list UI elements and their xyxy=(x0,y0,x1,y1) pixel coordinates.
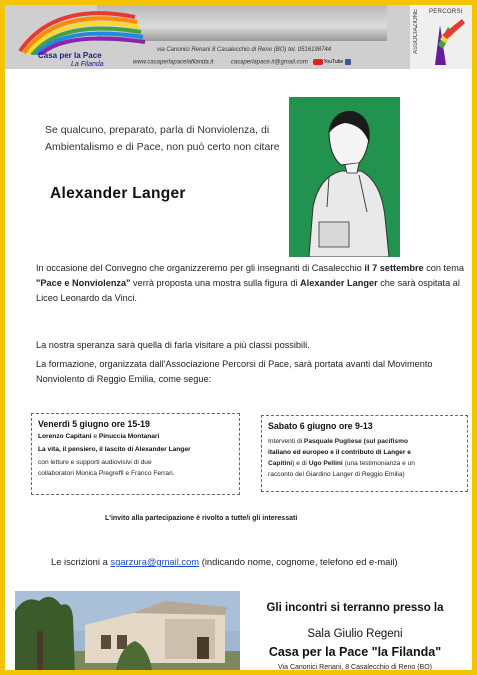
rainbow-logo-icon xyxy=(15,7,165,55)
saturday-text-2: (sul pacifismo xyxy=(361,438,408,445)
saturday-text-4: (una testimonianza e un xyxy=(342,460,415,467)
assoc-name: PERCORSI xyxy=(429,9,463,15)
youtube-label: YouTube xyxy=(323,59,344,65)
header-banner xyxy=(5,5,472,69)
friday-speakers xyxy=(38,431,233,442)
paragraph-speranza: La nostra speranza sarà quella di farla visitare a più classi possibili. xyxy=(36,340,310,350)
saturday-line-4: racconto del Giardino Langer di Reggio Emilia) xyxy=(268,471,405,478)
friday-title: Venerdì 5 giugno ore 15-19 xyxy=(38,419,150,429)
friday-line-2: collaboratori Monica Pregreffi e Franco Ferrari. xyxy=(38,470,175,477)
facebook-icon[interactable] xyxy=(345,59,351,65)
friday-speaker-1: Lorenzo Capitani xyxy=(38,433,92,440)
paragraph-convegno xyxy=(36,261,466,306)
portrait-drawing-icon xyxy=(289,97,400,257)
portrait-illustration xyxy=(289,97,400,257)
paragraph-formazione: La formazione, organizzata dall'Associazione Percorsi di Pace, sarà portata avanti dal Movimento Nonviolento di Reggio Emilia, come segue: xyxy=(36,359,433,384)
session-box-saturday xyxy=(261,415,468,492)
saturday-text-1: Interventi di xyxy=(268,438,304,445)
venue-photo xyxy=(15,591,240,675)
signup-suffix: (indicando nome, cognome, telefono ed e-mail) xyxy=(199,556,398,567)
invite-note: L'invito alla partecipazione è rivolto a tutte/i gli interessati xyxy=(105,515,298,522)
p1-text-1: In occasione del Convegno che organizzeremo per gli insegnanti di Casalecchio xyxy=(36,263,365,273)
saturday-line-3 xyxy=(268,458,461,469)
header-contacts xyxy=(133,59,351,66)
intro-name: Alexander Langer xyxy=(50,185,186,202)
saturday-title: Sabato 6 giugno ore 9-13 xyxy=(268,421,373,431)
header-address: via Canonici Renani 8 Casalecchio di Reno (BO) tel. 0516198744 xyxy=(157,47,332,53)
saturday-line-1 xyxy=(268,436,461,447)
saturday-line-2: italiano ed europeo e il contributo di Langer e xyxy=(268,449,411,456)
youtube-icon[interactable] xyxy=(313,59,323,65)
friday-speaker-2: Pinuccia Montanari xyxy=(98,433,160,440)
venue-intro: Gli incontri si terranno presso la xyxy=(266,602,444,614)
intro-text: Se qualcuno, preparato, parla di Nonviolenza, di Ambientalismo e di Pace, non può certo non citare xyxy=(45,124,280,153)
p1-theme: "Pace e Nonviolenza" xyxy=(36,278,131,288)
assoc-vertical-label: ASSOCIAZIONE xyxy=(413,9,419,55)
friday-topic: La vita, il pensiero, il lascito di Alexander Langer xyxy=(38,446,191,453)
header-email-link[interactable]: casaperlapace.it@gmail.com xyxy=(230,59,308,66)
header-website-link[interactable]: www.casaperlapacelafilanda.it xyxy=(133,59,214,66)
friday-speakers-and: e xyxy=(91,433,99,440)
p1-name: Alexander Langer xyxy=(300,278,378,288)
saturday-speaker-1: Pasquale Pugliese xyxy=(303,438,362,445)
p1-text-4: che sarà ospitata al Liceo Leonardo da Vinci. xyxy=(36,278,460,303)
p1-text-3: verrà proposta una mostra sulla figura di xyxy=(130,278,301,288)
header-logo-subtitle: La Filanda xyxy=(71,61,104,68)
venue-building-icon xyxy=(15,591,240,675)
p1-date: il 7 settembre xyxy=(364,263,424,273)
saturday-speaker-2: Ugo Pellini xyxy=(308,460,343,467)
header-logo-title: Casa per la Pace xyxy=(38,51,102,60)
venue-name: Casa per la Pace "la Filanda" xyxy=(268,645,442,659)
saturday-text-3: ) e di xyxy=(292,460,309,467)
friday-line-1: con letture e supporti audiovisivi di due xyxy=(38,459,152,466)
signup-line xyxy=(51,556,398,567)
session-box-friday xyxy=(31,413,240,495)
signup-prefix: Le iscrizioni a xyxy=(51,556,111,567)
signup-email-link[interactable]: sgarzura@gmail.com xyxy=(110,556,200,567)
venue-room: Sala Giulio Regeni xyxy=(307,628,403,640)
venue-address: Via Canonici Renani, 8 Casalecchio di Reno (BO) xyxy=(278,664,432,671)
p1-text-2: con tema xyxy=(423,263,464,273)
saturday-capitini: Capitini xyxy=(268,460,293,467)
